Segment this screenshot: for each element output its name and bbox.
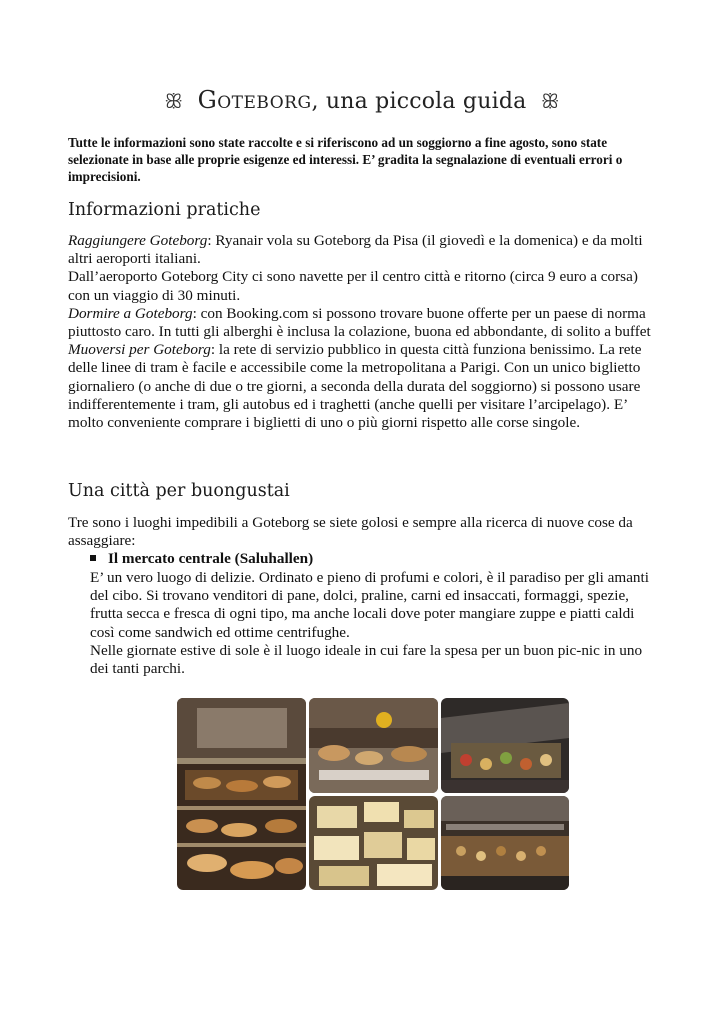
title-rest: , una piccola guida [311, 89, 527, 114]
section-heading-food: Una città per buongustai [68, 481, 290, 501]
photo-deli-display [441, 698, 569, 793]
label-sleep: Dormire a Goteborg [68, 304, 193, 322]
photo-bread-stall [309, 698, 438, 793]
photo-market-counter [441, 796, 569, 890]
ornament-right-icon: ꕥ [540, 89, 560, 113]
bullet-market-body [90, 569, 660, 678]
paragraph-move: Muoversi per Goteborg: la rete di servizio pubblico in questa città funziona benissimo. La rete delle linee di tram è facile e accessibile come la metropolitana a Parigi. Con un unico biglietto giornaliero (o anche di due o tre giorni, a seconda della durata del soggiorno) si possono usare indifferentemente i tram, gli autobus ed i traghetti (anche quelli per visitare l’arcipelago). E’ molto conveniente comprare i biglietti di uno o più giorni rispetto alle corse singole. [68, 341, 642, 432]
section-heading-practical: Informazioni pratiche [68, 200, 261, 220]
title-city: Goteborg [197, 86, 312, 114]
section-practical-body [68, 232, 660, 432]
bullet-market-title: Il mercato centrale (Saluhallen) [90, 550, 313, 568]
paragraph-sleep: Dormire a Goteborg: con Booking.com si possono trovare buone offerte per un paese di norma piuttosto caro. In tutti gli alberghi è inclusa la colazione, buona ed abbondante, di solito a buffet [68, 304, 651, 341]
label-reach: Raggiungere Goteborg [68, 232, 208, 249]
photo-cheese-counter [309, 796, 438, 890]
paragraph-shuttle: Dall’aeroporto Goteborg City ci sono navette per il centro città e ritorno (circa 9 euro a corsa) con un viaggio di 30 minuti. [68, 268, 638, 304]
photo-bakery-counter [177, 698, 306, 890]
intro-paragraph: Tutte le informazioni sono state raccolte e si riferiscono ad un soggiorno a fine agosto, sono state selezionate in base alle proprie esigenze ed interessi. E’ gradita la segnalazione di eventuali errori o imprecisioni. [68, 135, 623, 184]
section-food-intro: Tre sono i luoghi impedibili a Goteborg se siete golosi e sempre alla ricerca di nuove cose da assaggiare: [68, 514, 633, 550]
paragraph-market-description: E’ un vero luogo di delizie. Ordinato e pieno di profumi e colori, è il paradiso per gli amanti del cibo. Si trovano venditori di pane, dolci, praline, carni ed insaccati, formaggi, spezie, frutta secca e fresca di ogni tipo, ma anche locali dove poter mangiare zuppe e piatti caldi così come sandwich ed ottime centrifughe. [90, 569, 649, 641]
label-move: Muoversi per Goteborg [68, 341, 211, 359]
page-title [0, 86, 724, 114]
paragraph-market-picnic: Nelle giornate estive di sole è il luogo ideale in cui fare la spesa per un buon pic-nic in uno dei tanti parchi. [90, 641, 643, 678]
paragraph-reach: Raggiungere Goteborg: Ryanair vola su Goteborg da Pisa (il giovedì e la domenica) e da molti altri aeroporti italiani. [68, 232, 643, 268]
bullet-square-icon [90, 555, 96, 561]
ornament-left-icon: ꕥ [164, 89, 184, 113]
